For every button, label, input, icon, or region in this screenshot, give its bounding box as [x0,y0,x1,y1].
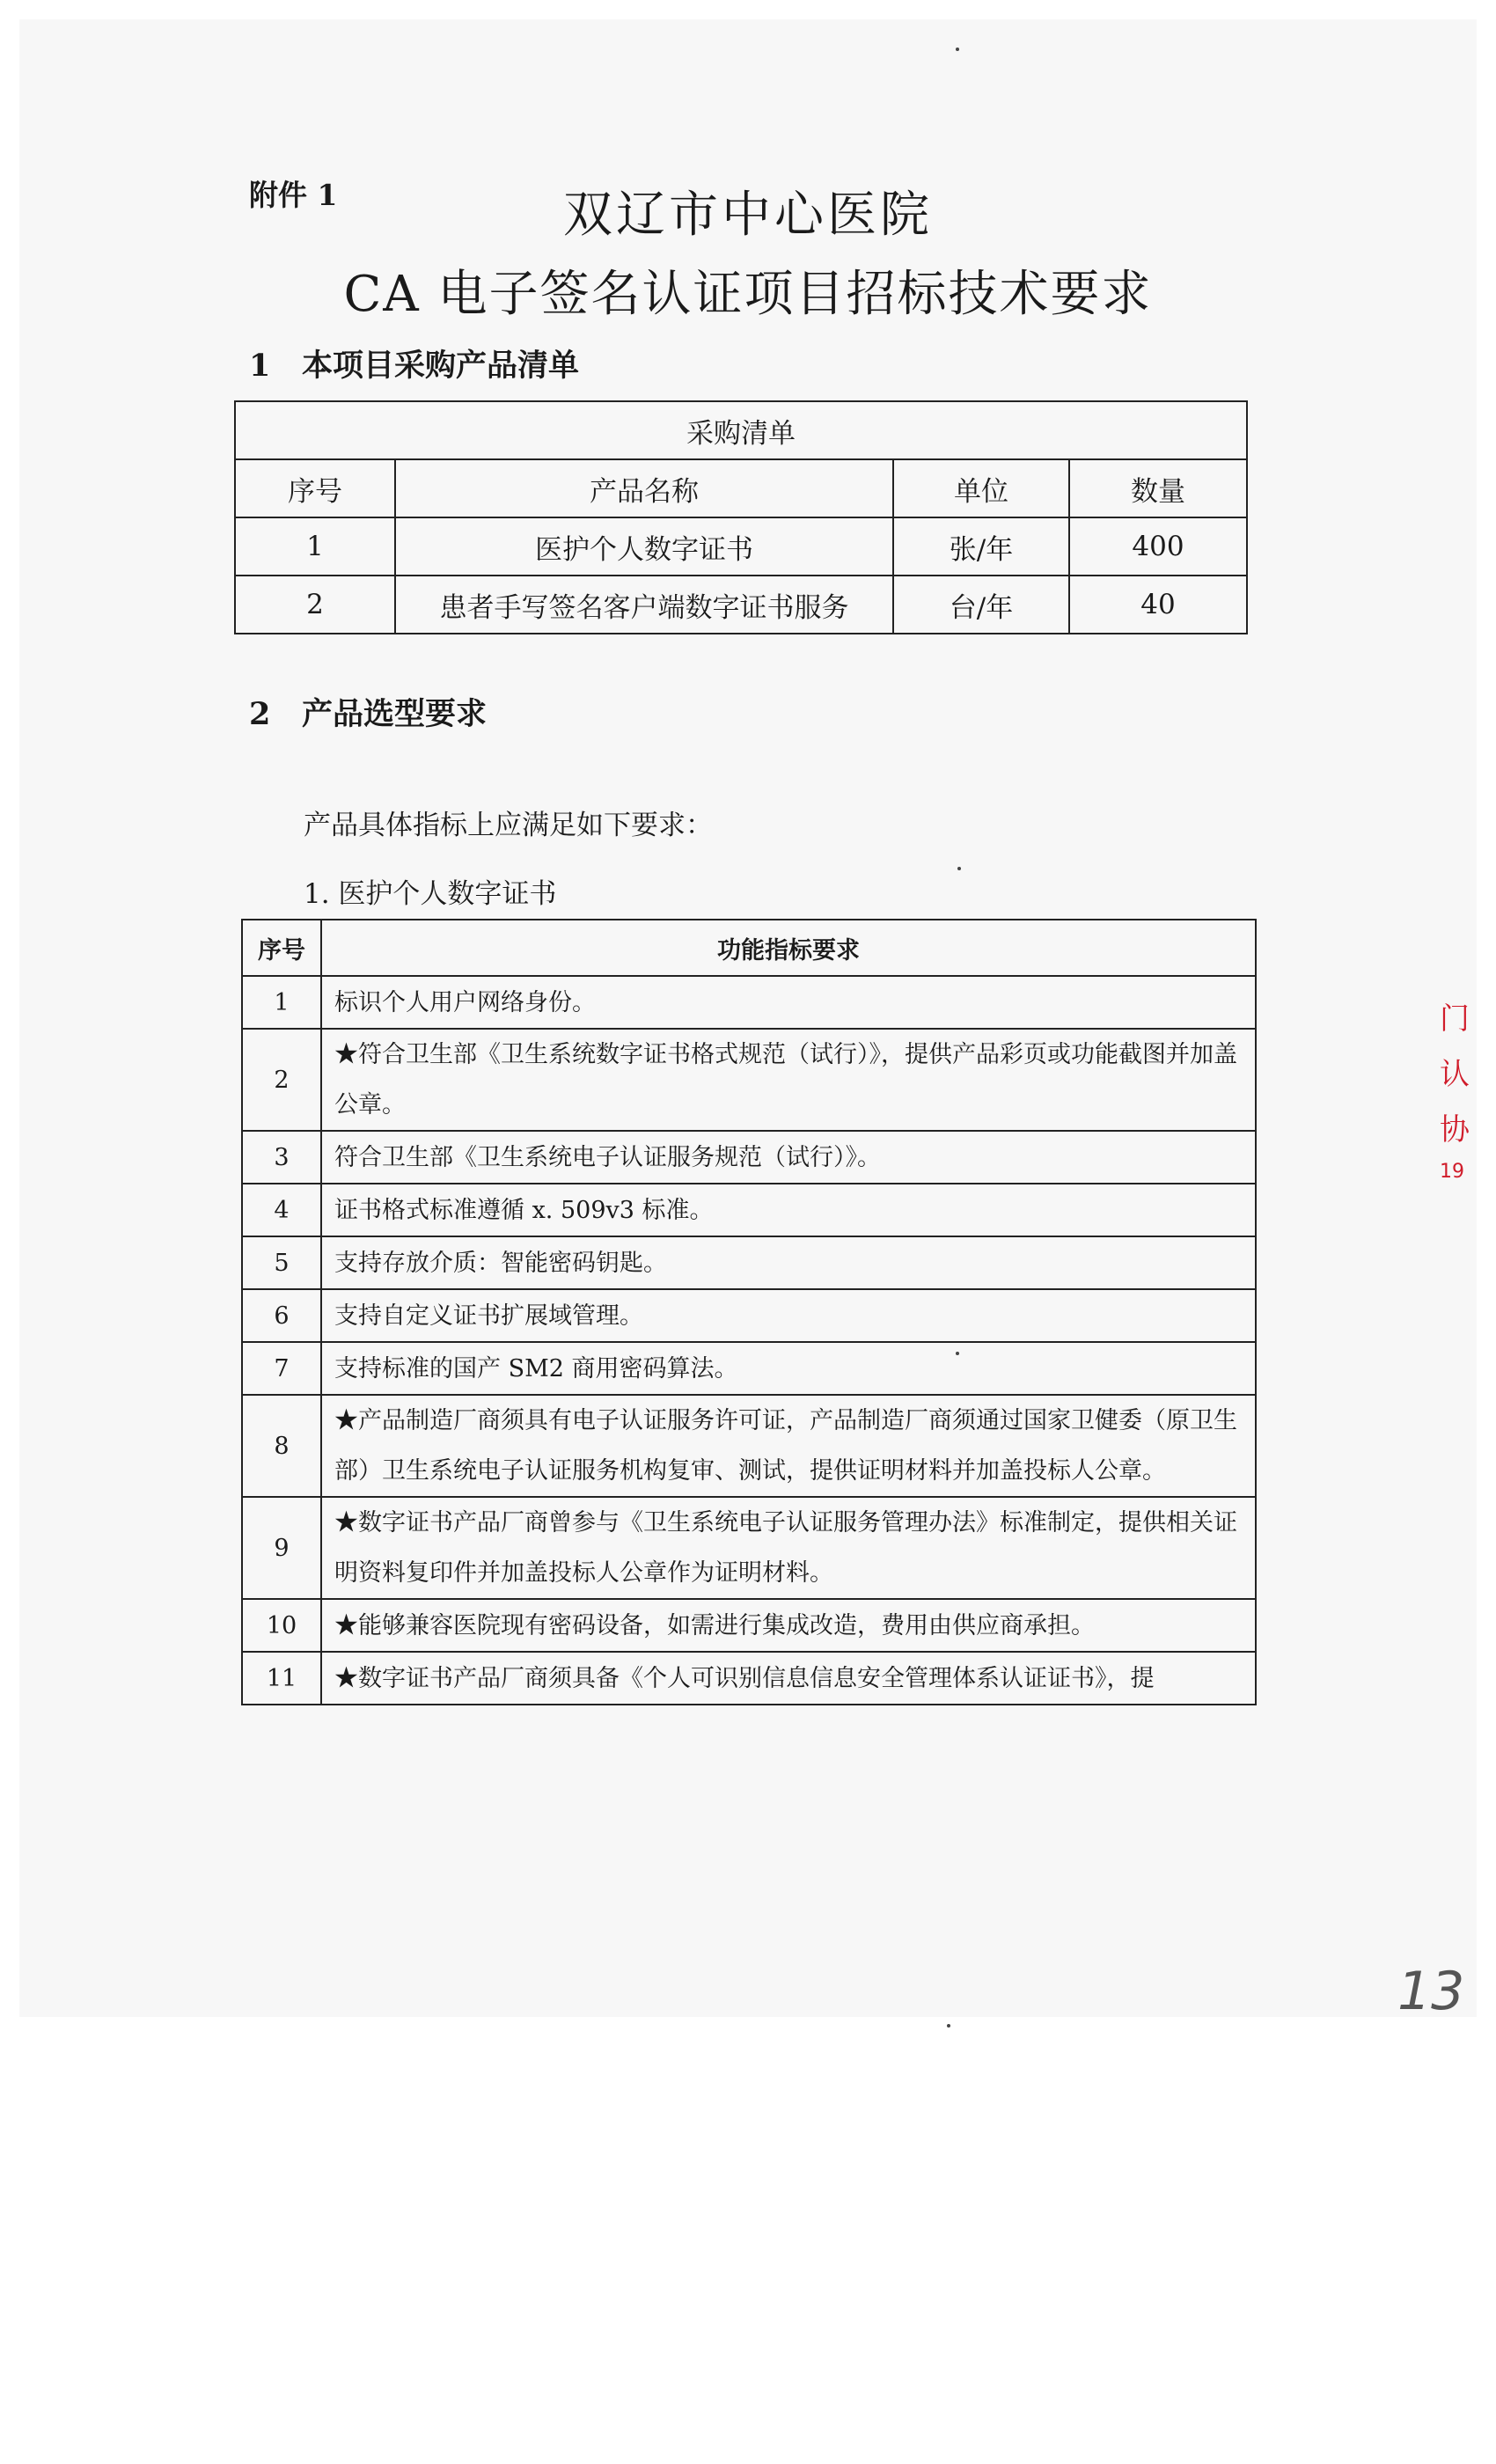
purchase-cell: 患者手写签名客户端数字证书服务 [395,576,893,634]
purchase-table [234,400,1248,634]
purchase-header-product: 产品名称 [395,459,893,517]
spec-text: 支持存放介质：智能密码钥匙。 [321,1236,1256,1289]
stamp-glyph: 协 [1440,1112,1470,1148]
purchase-cell: 台/年 [893,576,1069,634]
table-row [242,1029,1256,1131]
spec-text: ★数字证书产品厂商须具备《个人可识别信息信息安全管理体系认证证书》，提 [321,1652,1256,1705]
stamp-glyph: 19 [1440,1161,1464,1183]
table-row [242,1236,1256,1289]
scan-speck [956,1352,959,1355]
purchase-header-unit: 单位 [893,459,1069,517]
table-row [242,1652,1256,1705]
intro-paragraph: 产品具体指标上应满足如下要求： [304,810,713,841]
purchase-cell: 医护个人数字证书 [395,517,893,576]
spec-text: 符合卫生部《卫生系统电子认证服务规范（试行）》。 [321,1131,1256,1184]
spec-index: 1 [242,976,321,1029]
stamp-glyph: 认 [1440,1057,1470,1092]
table-row [242,1342,1256,1395]
handwritten-page-number: 13 [1397,1961,1465,2022]
purchase-header-index: 序号 [235,459,395,517]
table-row [242,1131,1256,1184]
section1-title: 本项目采购产品清单 [302,348,580,384]
table-row [242,1184,1256,1236]
spec-text: ★能够兼容医院现有密码设备，如需进行集成改造，费用由供应商承担。 [321,1599,1256,1652]
purchase-cell: 40 [1069,576,1247,634]
purchase-header-qty: 数量 [1069,459,1247,517]
spec-text: 支持自定义证书扩展域管理。 [321,1289,1256,1342]
spec-text: ★符合卫生部《卫生系统数字证书格式规范（试行）》，提供产品彩页或功能截图并加盖公章。 [321,1029,1256,1131]
spec-index: 2 [242,1029,321,1131]
table-row [242,1497,1256,1599]
document-subtitle: CA 电子签名认证项目招标技术要求 [343,266,1153,323]
table-row [235,576,1247,634]
spec-header-requirement: 功能指标要求 [321,920,1256,976]
spec-text: 证书格式标准遵循 x. 509v3 标准。 [321,1184,1256,1236]
spec-index: 6 [242,1289,321,1342]
purchase-cell: 1 [235,517,395,576]
spec-index: 4 [242,1184,321,1236]
spec-index: 5 [242,1236,321,1289]
spec-text: 标识个人用户网络身份。 [321,976,1256,1029]
stamp-glyph: 门 [1440,1001,1470,1037]
table-row [242,1289,1256,1342]
table-row [242,976,1256,1029]
spec-text: 支持标准的国产 SM2 商用密码算法。 [321,1342,1256,1395]
section2-heading [249,690,487,734]
spec-header-index: 序号 [242,920,321,976]
purchase-table-caption: 采购清单 [235,401,1247,459]
scan-speck [956,48,959,51]
purchase-cell: 张/年 [893,517,1069,576]
subsection-heading: 1. 医护个人数字证书 [304,878,557,910]
spec-index: 10 [242,1599,321,1652]
red-stamp-fragment [1440,994,1475,1250]
spec-index: 7 [242,1342,321,1395]
spec-text: ★数字证书产品厂商曾参与《卫生系统电子认证服务管理办法》标准制定，提供相关证明资料复印件并加盖投标人公章作为证明材料。 [321,1497,1256,1599]
purchase-cell: 400 [1069,517,1247,576]
section1-heading [249,341,579,385]
spec-index: 9 [242,1497,321,1599]
spec-index: 8 [242,1395,321,1497]
table-row [235,517,1247,576]
spec-table [241,919,1257,1705]
document-title: 双辽市中心医院 [563,187,933,244]
section1-number: 1 [249,348,271,384]
spec-text: ★产品制造厂商须具有电子认证服务许可证，产品制造厂商须通过国家卫健委（原卫生部）卫生系统电子认证服务机构复审、测试，提供证明材料并加盖投标人公章。 [321,1395,1256,1497]
table-row [242,1599,1256,1652]
table-row [242,1395,1256,1497]
scan-speck [957,867,961,870]
attachment-label: 附件 1 [249,178,338,212]
scan-speck [947,2024,950,2028]
section2-title: 产品选型要求 [302,696,488,732]
purchase-cell: 2 [235,576,395,634]
spec-index: 11 [242,1652,321,1705]
section2-number: 2 [249,696,271,732]
spec-index: 3 [242,1131,321,1184]
